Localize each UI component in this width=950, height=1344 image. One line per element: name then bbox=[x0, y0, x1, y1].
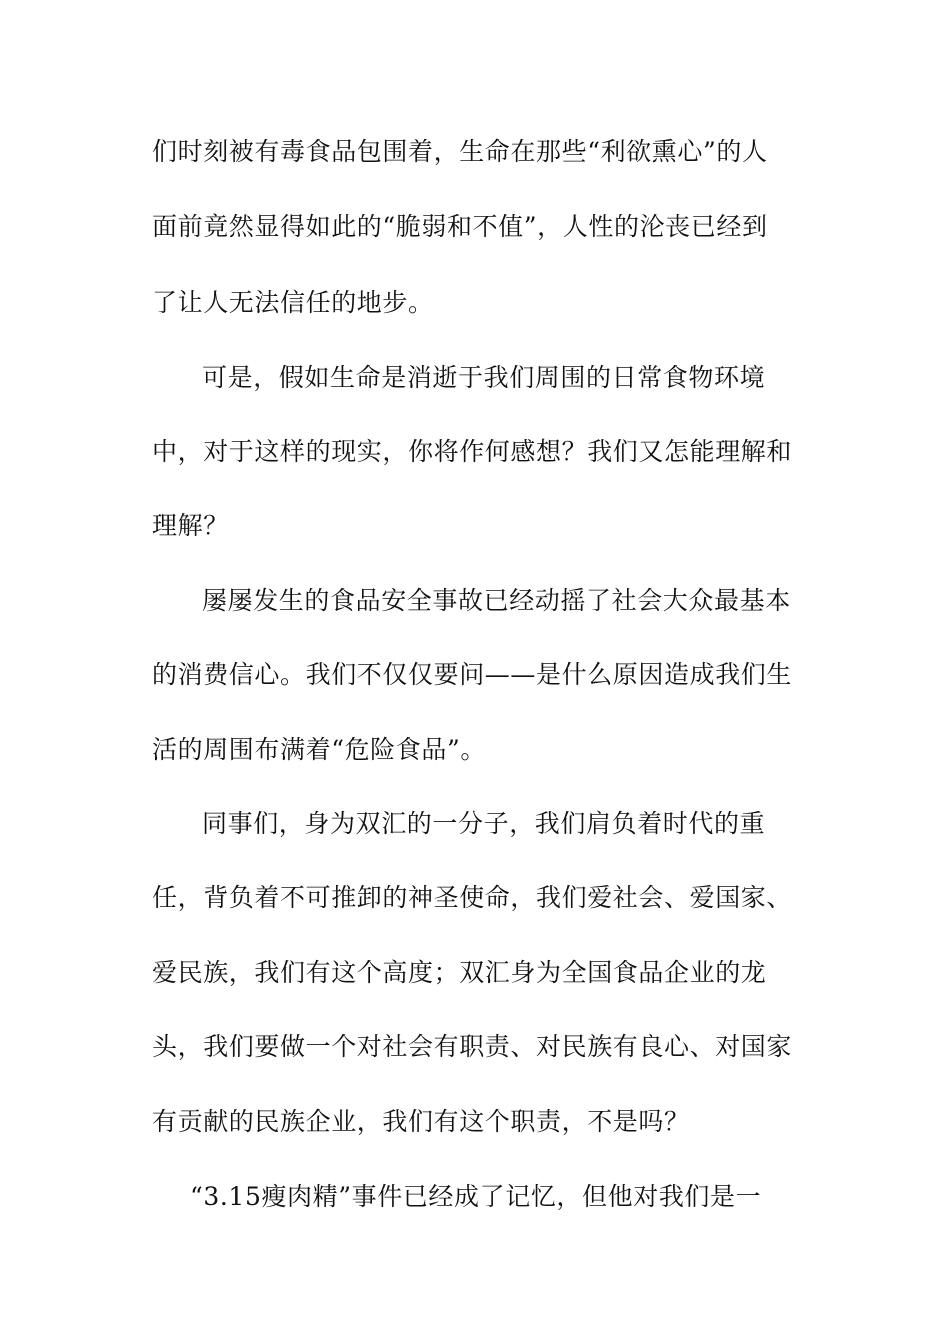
text-line-9: 活的周围布满着“危险食品”。 bbox=[152, 735, 486, 764]
text-line-7: 屡屡发生的食品安全事故已经动摇了社会大众最基本 bbox=[202, 586, 791, 615]
text-line-13: 头，我们要做一个对社会有职责、对民族有良心、对国家 bbox=[152, 1032, 793, 1061]
text-line-10: 同事们，身为双汇的一分子，我们肩负着时代的重 bbox=[202, 809, 766, 838]
text-line-3: 了让人无法信任的地步。 bbox=[152, 288, 434, 317]
text-line-11: 任，背负着不可推卸的神圣使命，我们爱社会、爱国家、 bbox=[152, 883, 793, 912]
text-line-5: 中，对于这样的现实，你将作何感想？我们又怎能理解和 bbox=[152, 437, 793, 466]
text-line-15: “3.15瘦肉精”事件已经成了记忆，但他对我们是一 bbox=[190, 1182, 762, 1211]
text-line-8: 的消费信心。我们不仅仅要问——是什么原因造成我们生 bbox=[152, 660, 793, 689]
text-line-14: 有贡献的民族企业，我们有这个职责，不是吗？ bbox=[152, 1107, 690, 1136]
text-line-2: 面前竟然显得如此的“脆弱和不值”，人性的沦丧已经到 bbox=[152, 212, 768, 241]
text-line-1: 们时刻被有毒食品包围着，生命在那些“利欲熏心”的人 bbox=[152, 137, 768, 166]
text-line-6: 理解？ bbox=[152, 511, 229, 540]
text-line-12: 爱民族，我们有这个高度；双汇身为全国食品企业的龙 bbox=[152, 958, 767, 987]
text-line-4: 可是，假如生命是消逝于我们周围的日常食物环境 bbox=[202, 363, 766, 392]
